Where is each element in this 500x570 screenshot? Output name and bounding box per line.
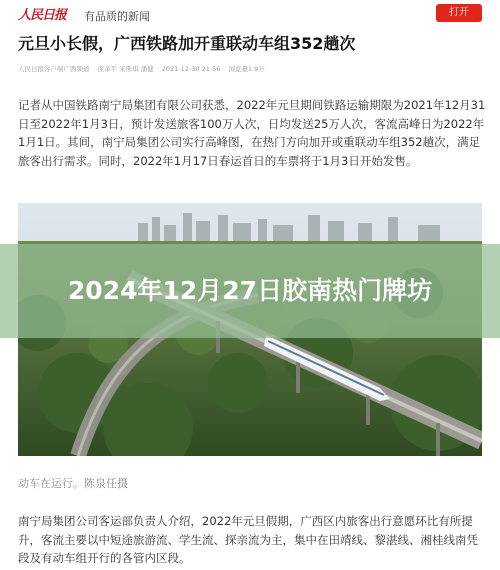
- app-tagline: 有品质的新闻: [84, 10, 150, 23]
- article-datetime: 2021-12-30 21:56: [161, 65, 221, 73]
- overlay-banner[interactable]: [0, 244, 500, 338]
- article-source[interactable]: 人民日报客户端广西频道: [18, 65, 90, 73]
- article-meta: [18, 64, 488, 73]
- article-paragraph-1: 记者从中国铁路南宁局集团有限公司获悉，2022年元旦期间铁路运输期限为2021年12月31日至2022年1月3日，预计发送旅客100万人次，日均发送25万人次，客流高峰日为2022年1月1日。其间，南宁局集团公司实行高峰图，在热门方向加开或重联动车组352趟次，满足旅客出行需求。同时，2022年1月17日春运首日的车票将于1月3日开始发售。: [18, 98, 486, 168]
- article-authors: 庞革平 宋斯琪 潘健: [97, 65, 154, 73]
- open-app-button[interactable]: 打开: [436, 4, 482, 22]
- app-logo[interactable]: 人民日报: [18, 8, 67, 23]
- top-bar: [0, 0, 500, 28]
- article-paragraph-2: 南宁局集团公司客运部负责人介绍，2022年元旦假期，广西区内旅客出行意愿环比有所提升，客流主要以中短途旅游流、学生流、探亲流为主，集中在田靖线、黎湛线、湘桂线南凭段及有动车组开行的各管内区段。: [18, 514, 478, 565]
- overlay-title: 2024年12月27日胶南热门牌坊: [67, 276, 433, 305]
- article-title: 元旦小长假，广西铁路加开重联动车组352趟次: [18, 34, 356, 53]
- image-caption: 动车在运行。陈泉任摄: [18, 477, 128, 490]
- article-views: 浏览量1.9万: [228, 65, 265, 73]
